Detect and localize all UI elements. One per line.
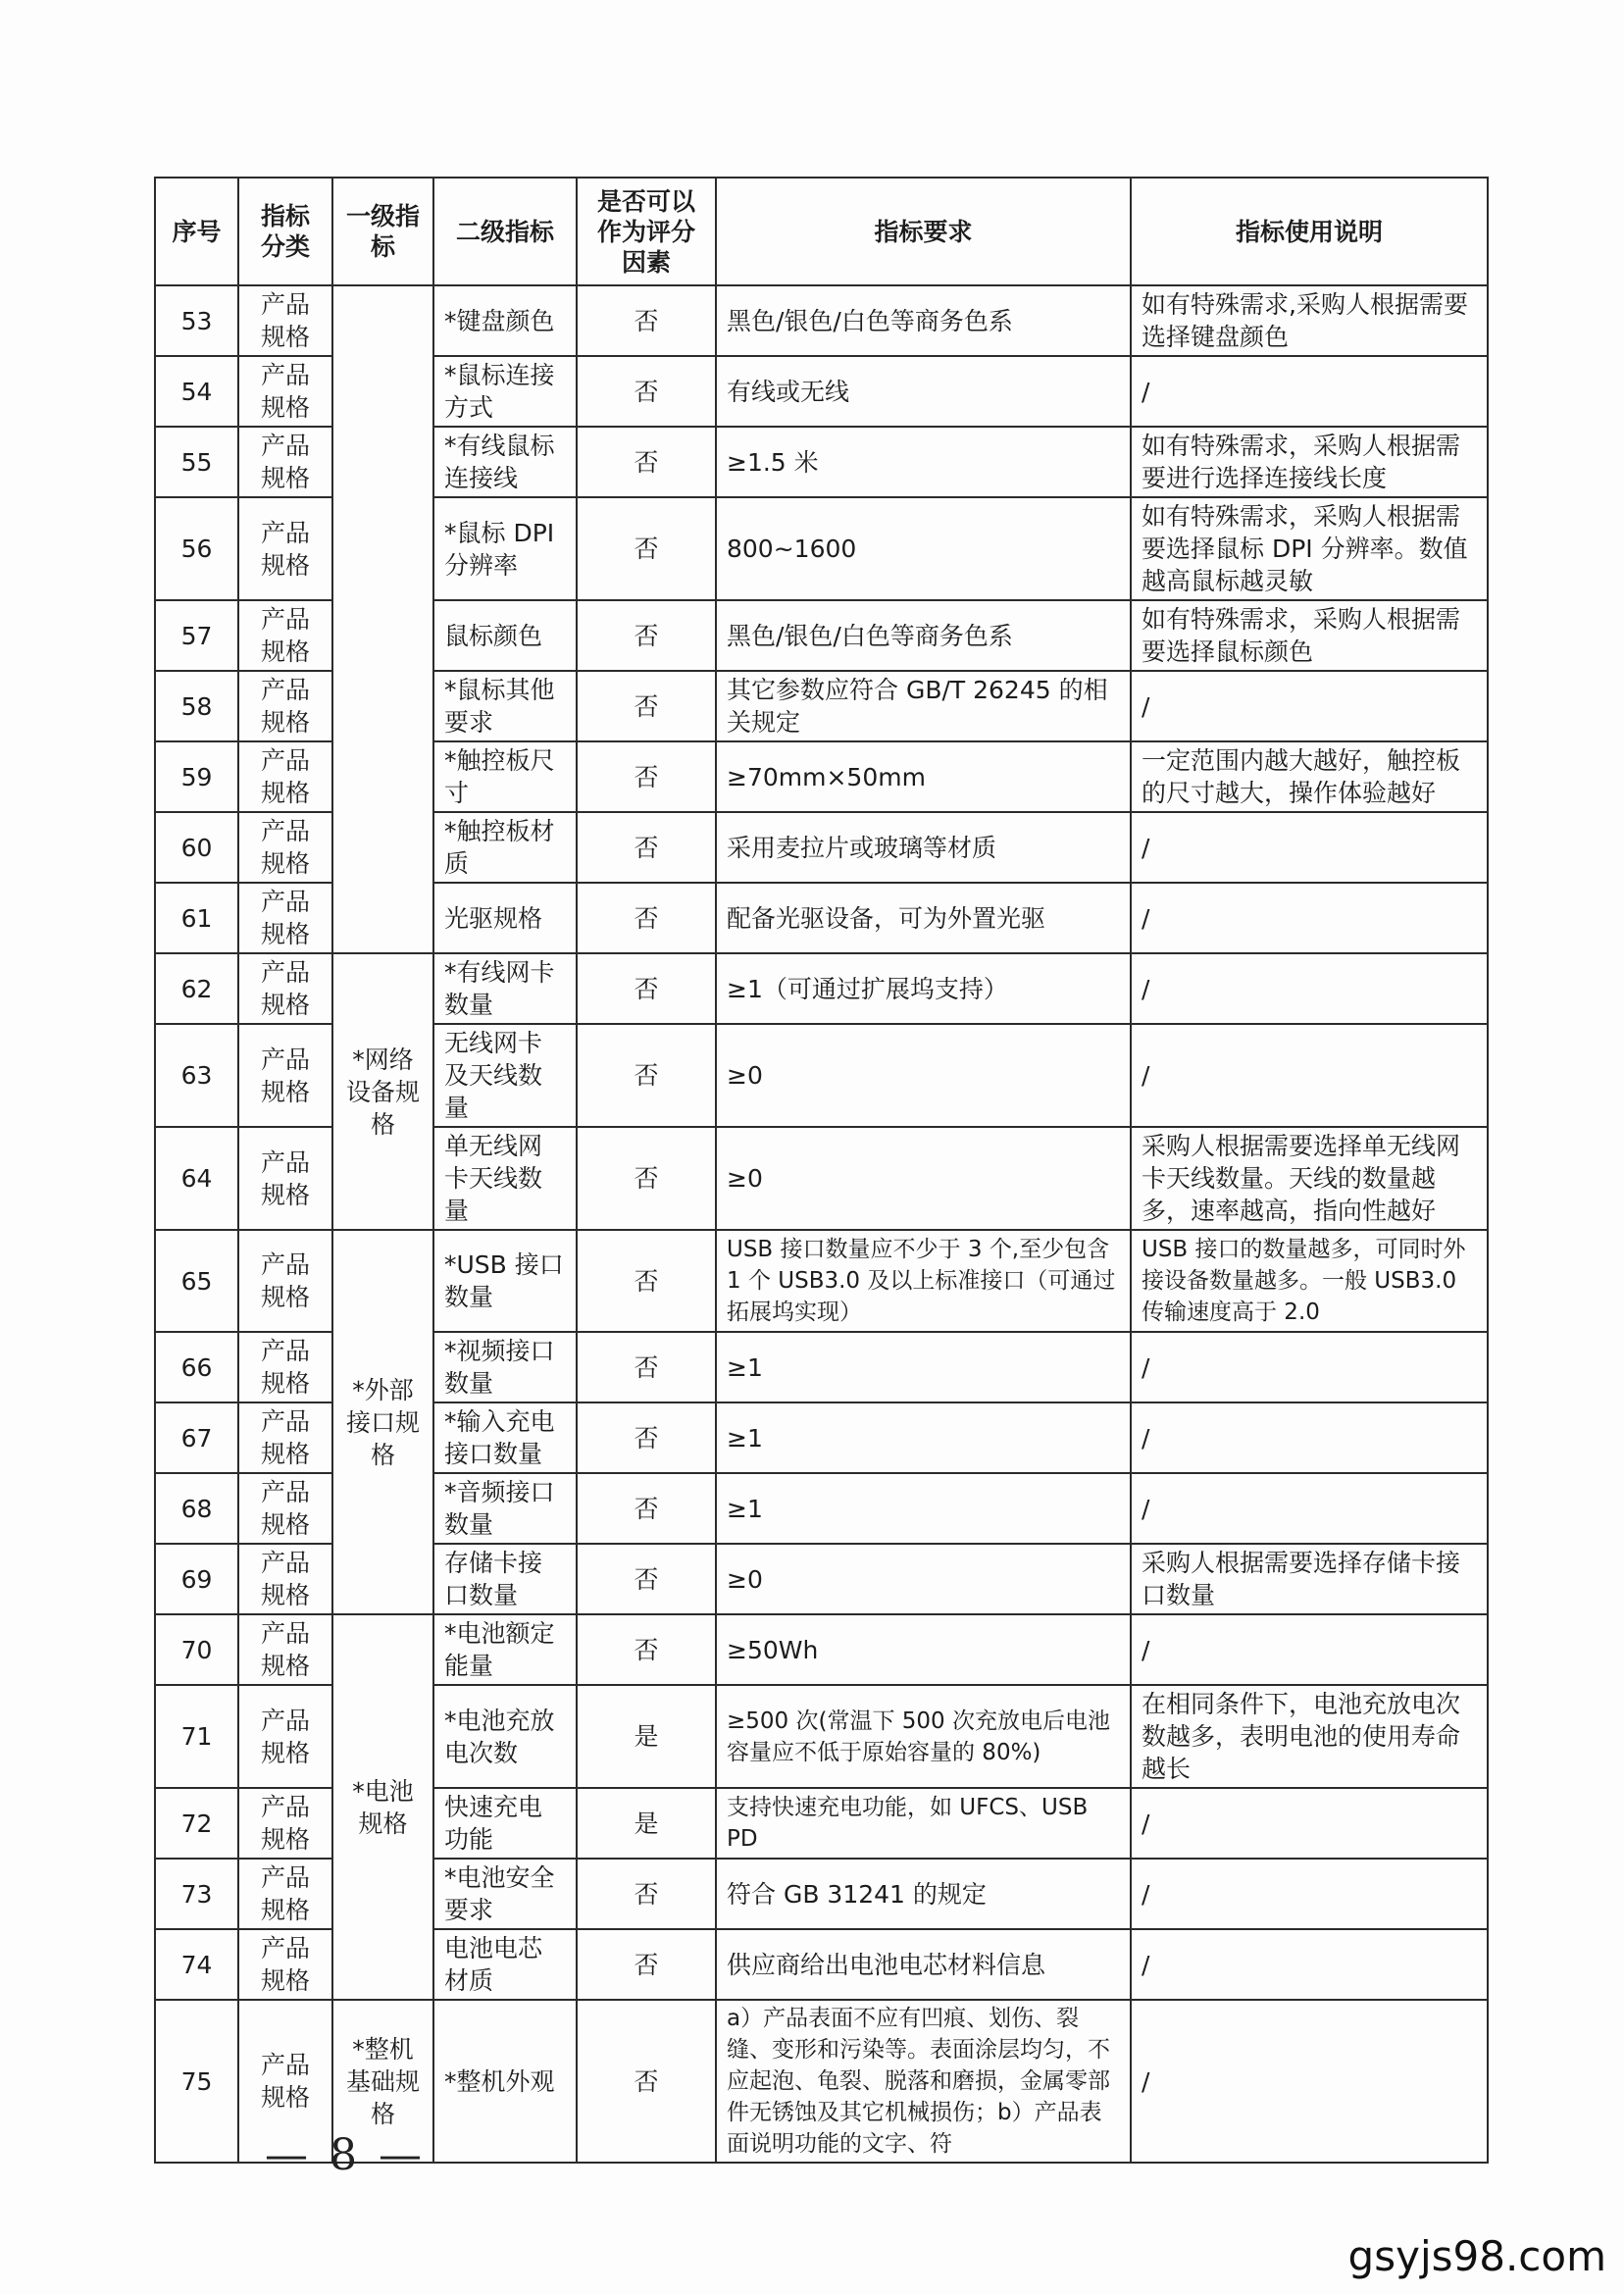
row-note: /: [1131, 953, 1488, 1024]
row-number: 75: [155, 2000, 238, 2163]
row-category: 产品规格: [238, 1859, 332, 1929]
row-requirement: 支持快速充电功能，如 UFCS、USB PD: [716, 1788, 1131, 1859]
row-number: 54: [155, 356, 238, 427]
row-number: 60: [155, 812, 238, 883]
row-requirement: 符合 GB 31241 的规定: [716, 1859, 1131, 1929]
row-number: 70: [155, 1614, 238, 1685]
row-level2: *USB 接口数量: [433, 1230, 577, 1332]
row-category: 产品规格: [238, 741, 332, 812]
row-number: 71: [155, 1685, 238, 1788]
row-category: 产品规格: [238, 1473, 332, 1544]
row-note: /: [1131, 1473, 1488, 1544]
row-note: 一定范围内越大越好，触控板的尺寸越大，操作体验越好: [1131, 741, 1488, 812]
row-category: 产品规格: [238, 1544, 332, 1614]
row-number: 64: [155, 1127, 238, 1230]
row-note: 如有特殊需求，采购人根据需要进行选择连接线长度: [1131, 427, 1488, 497]
row-requirement: 供应商给出电池电芯材料信息: [716, 1929, 1131, 2000]
row-category: 产品规格: [238, 285, 332, 356]
row-category: 产品规格: [238, 1332, 332, 1402]
row-category: 产品规格: [238, 1685, 332, 1788]
level1-battery: *电池规格: [332, 1614, 433, 2000]
row-level2: *整机外观: [433, 2000, 577, 2163]
row-note: 如有特殊需求，采购人根据需要选择鼠标颜色: [1131, 600, 1488, 671]
row-number: 73: [155, 1859, 238, 1929]
row-level2: *输入充电接口数量: [433, 1402, 577, 1473]
row-scoring: 否: [577, 1614, 716, 1685]
row-number: 68: [155, 1473, 238, 1544]
row-note: 在相同条件下，电池充放电次数越多，表明电池的使用寿命越长: [1131, 1685, 1488, 1788]
row-level2: *音频接口数量: [433, 1473, 577, 1544]
row-scoring: 否: [577, 1024, 716, 1127]
row-category: 产品规格: [238, 1788, 332, 1859]
row-number: 62: [155, 953, 238, 1024]
row-requirement: 采用麦拉片或玻璃等材质: [716, 812, 1131, 883]
row-scoring: 否: [577, 953, 716, 1024]
row-scoring: 否: [577, 1127, 716, 1230]
row-level2: 鼠标颜色: [433, 600, 577, 671]
row-scoring: 否: [577, 741, 716, 812]
table-row: [155, 953, 1488, 1024]
row-category: 产品规格: [238, 1127, 332, 1230]
row-scoring: 否: [577, 2000, 716, 2163]
row-note: /: [1131, 812, 1488, 883]
row-note: /: [1131, 1614, 1488, 1685]
row-requirement: ≥1: [716, 1402, 1131, 1473]
row-level2: *电池安全要求: [433, 1859, 577, 1929]
row-requirement: 配备光驱设备，可为外置光驱: [716, 883, 1131, 953]
row-category: 产品规格: [238, 671, 332, 741]
row-requirement: ≥1: [716, 1332, 1131, 1402]
row-scoring: 是: [577, 1788, 716, 1859]
row-scoring: 否: [577, 671, 716, 741]
row-scoring: 是: [577, 1685, 716, 1788]
row-requirement: a）产品表面不应有凹痕、划伤、裂缝、变形和污染等。表面涂层均匀，不应起泡、龟裂、脱落和磨损，金属零部件无锈蚀及其它机械损伤；b）产品表面说明功能的文字、符: [716, 2000, 1131, 2163]
row-level2: *有线网卡数量: [433, 953, 577, 1024]
row-number: 66: [155, 1332, 238, 1402]
row-category: 产品规格: [238, 497, 332, 600]
row-scoring: 否: [577, 285, 716, 356]
table-row: [155, 1614, 1488, 1685]
row-scoring: 否: [577, 356, 716, 427]
row-requirement: ≥1（可通过扩展坞支持）: [716, 953, 1131, 1024]
row-requirement: ≥50Wh: [716, 1614, 1131, 1685]
row-requirement: 800~1600: [716, 497, 1131, 600]
row-level2: *鼠标 DPI 分辨率: [433, 497, 577, 600]
row-scoring: 否: [577, 1859, 716, 1929]
page-number: — 8 —: [265, 2130, 426, 2180]
row-level2: *电池充放电次数: [433, 1685, 577, 1788]
row-requirement: ≥500 次(常温下 500 次充放电后电池容量应不低于原始容量的 80%): [716, 1685, 1131, 1788]
spec-table: [154, 177, 1489, 2164]
row-note: /: [1131, 1859, 1488, 1929]
row-category: 产品规格: [238, 2000, 332, 2163]
row-note: /: [1131, 1332, 1488, 1402]
row-number: 57: [155, 600, 238, 671]
row-number: 58: [155, 671, 238, 741]
row-category: 产品规格: [238, 427, 332, 497]
row-category: 产品规格: [238, 600, 332, 671]
row-number: 74: [155, 1929, 238, 2000]
row-note: 如有特殊需求，采购人根据需要选择鼠标 DPI 分辨率。数值越高鼠标越灵敏: [1131, 497, 1488, 600]
level1-blank: [332, 285, 433, 953]
row-number: 56: [155, 497, 238, 600]
row-level2: *电池额定能量: [433, 1614, 577, 1685]
header-cell: 序号: [155, 178, 238, 285]
row-level2: *键盘颜色: [433, 285, 577, 356]
row-note: 采购人根据需要选择单无线网卡天线数量。天线的数量越多，速率越高，指向性越好: [1131, 1127, 1488, 1230]
row-level2: *鼠标连接方式: [433, 356, 577, 427]
row-note: 如有特殊需求,采购人根据需要选择键盘颜色: [1131, 285, 1488, 356]
level1-network: *网络设备规格: [332, 953, 433, 1230]
row-level2: *视频接口数量: [433, 1332, 577, 1402]
row-number: 72: [155, 1788, 238, 1859]
table-row: [155, 1230, 1488, 1332]
row-level2: *鼠标其他要求: [433, 671, 577, 741]
row-number: 61: [155, 883, 238, 953]
row-scoring: 否: [577, 497, 716, 600]
row-requirement: ≥0: [716, 1127, 1131, 1230]
row-requirement: 其它参数应符合 GB/T 26245 的相关规定: [716, 671, 1131, 741]
row-category: 产品规格: [238, 1402, 332, 1473]
row-requirement: ≥0: [716, 1024, 1131, 1127]
row-note: /: [1131, 671, 1488, 741]
row-category: 产品规格: [238, 1024, 332, 1127]
level1-base: *整机基础规格: [332, 2000, 433, 2163]
row-category: 产品规格: [238, 953, 332, 1024]
row-category: 产品规格: [238, 1614, 332, 1685]
row-requirement: ≥70mm×50mm: [716, 741, 1131, 812]
row-category: 产品规格: [238, 812, 332, 883]
row-scoring: 否: [577, 812, 716, 883]
row-note: /: [1131, 1024, 1488, 1127]
row-requirement: 有线或无线: [716, 356, 1131, 427]
row-category: 产品规格: [238, 883, 332, 953]
header-cell: 一级指标: [332, 178, 433, 285]
row-number: 59: [155, 741, 238, 812]
row-level2: 单无线网卡天线数量: [433, 1127, 577, 1230]
watermark-text: gsyjs98.com: [1347, 2232, 1606, 2280]
row-level2: 光驱规格: [433, 883, 577, 953]
row-scoring: 否: [577, 883, 716, 953]
row-category: 产品规格: [238, 356, 332, 427]
row-scoring: 否: [577, 1544, 716, 1614]
row-requirement: 黑色/银色/白色等商务色系: [716, 285, 1131, 356]
row-number: 63: [155, 1024, 238, 1127]
row-requirement: ≥0: [716, 1544, 1131, 1614]
header-cell: 是否可以作为评分因素: [577, 178, 716, 285]
header-cell: 二级指标: [433, 178, 577, 285]
row-level2: 无线网卡及天线数量: [433, 1024, 577, 1127]
table-row: [155, 285, 1488, 356]
row-note: /: [1131, 1402, 1488, 1473]
row-number: 53: [155, 285, 238, 356]
row-scoring: 否: [577, 600, 716, 671]
row-level2: *有线鼠标连接线: [433, 427, 577, 497]
row-scoring: 否: [577, 1929, 716, 2000]
row-number: 55: [155, 427, 238, 497]
row-level2: 电池电芯材质: [433, 1929, 577, 2000]
header-cell: 指标分类: [238, 178, 332, 285]
row-scoring: 否: [577, 1230, 716, 1332]
row-note: /: [1131, 883, 1488, 953]
row-requirement: USB 接口数量应不少于 3 个,至少包含 1 个 USB3.0 及以上标准接口（可通过拓展坞实现）: [716, 1230, 1131, 1332]
header-cell: 指标要求: [716, 178, 1131, 285]
level1-ports: *外部接口规格: [332, 1230, 433, 1614]
row-number: 69: [155, 1544, 238, 1614]
row-note: 采购人根据需要选择存储卡接口数量: [1131, 1544, 1488, 1614]
row-category: 产品规格: [238, 1929, 332, 2000]
row-level2: 存储卡接口数量: [433, 1544, 577, 1614]
row-scoring: 否: [577, 1473, 716, 1544]
header-cell: 指标使用说明: [1131, 178, 1488, 285]
row-scoring: 否: [577, 1402, 716, 1473]
row-scoring: 否: [577, 1332, 716, 1402]
row-level2: *触控板尺寸: [433, 741, 577, 812]
row-note: /: [1131, 2000, 1488, 2163]
row-level2: *触控板材质: [433, 812, 577, 883]
row-number: 67: [155, 1402, 238, 1473]
row-scoring: 否: [577, 427, 716, 497]
row-note: /: [1131, 1929, 1488, 2000]
row-note: USB 接口的数量越多，可同时外接设备数量越多。一般 USB3.0 传输速度高于 2.0: [1131, 1230, 1488, 1332]
row-requirement: 黑色/银色/白色等商务色系: [716, 600, 1131, 671]
row-note: /: [1131, 1788, 1488, 1859]
row-requirement: ≥1.5 米: [716, 427, 1131, 497]
row-note: /: [1131, 356, 1488, 427]
row-requirement: ≥1: [716, 1473, 1131, 1544]
table-header-row: [155, 178, 1488, 285]
row-number: 65: [155, 1230, 238, 1332]
row-category: 产品规格: [238, 1230, 332, 1332]
row-level2: 快速充电功能: [433, 1788, 577, 1859]
